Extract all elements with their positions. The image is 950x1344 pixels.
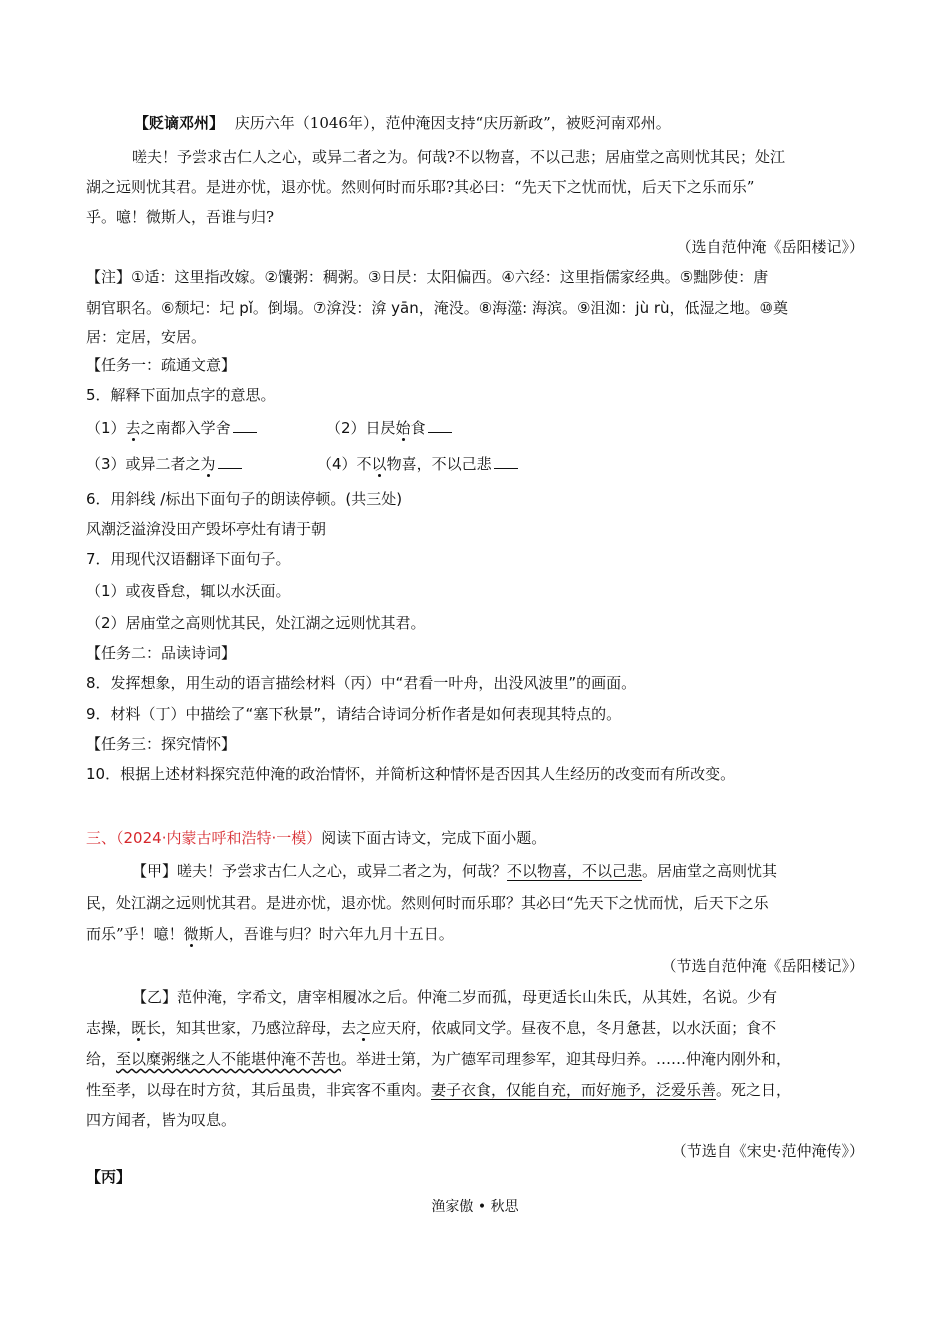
heading-label: 【贬谪邓州】 <box>134 114 225 132</box>
passage-a-heading <box>134 112 671 134</box>
yi-line-5: 四方闻者，皆为叹息。 <box>86 1111 237 1129</box>
yi-line-2 <box>86 1017 776 1039</box>
jia-line-2: 民，处江湖之远则忧其君。是进亦忧，退亦忧。然则何时而乐耶？其必曰“先天下之忧而忧，后天下之乐 <box>86 894 769 912</box>
yi-l3-text: 给， <box>86 1050 117 1068</box>
q5-4-prefix: （4）不 <box>317 455 372 473</box>
question-5-1 <box>86 417 257 439</box>
question-7: 7．用现代汉语翻译下面句子。 <box>86 550 291 568</box>
question-7-1: （1）或夜昏怠，辄以水沃面。 <box>86 582 291 600</box>
notes-line-3: 居：定居，安居。 <box>86 328 207 346</box>
jia-l1-tail: 。居庙堂之高则忧其 <box>642 862 778 880</box>
question-5-4 <box>317 453 518 475</box>
passage-a-para-line-1: 嗟夫！予尝求古仁人之心，或异二者之为。何哉?不以物喜，不以己悲；居庙堂之高则忧其民；处江 <box>132 148 786 166</box>
yi-l4-text: 性至孝，以母在时方贫，其后虽贵，非宾客不重肉。 <box>86 1081 432 1099</box>
section3-number: 三、 <box>86 829 117 847</box>
yi-l4-underlined: 妻子衣食，仅能自充，而好施予，泛爱乐善 <box>431 1081 717 1099</box>
notes-line-1: 【注】①适：这里指改嫁。②馕粥：稠粥。③日昃：太阳偏西。④六经：这里指儒家经典。⑤黜陟使：唐 <box>86 268 769 286</box>
task3-title: 【任务三：探究情怀】 <box>86 735 237 753</box>
poem-title: 渔家傲 • 秋思 <box>431 1199 519 1215</box>
notes-line-2: 朝官职名。⑥颓圮：圮 pǐ。倒塌。⑦渰没：渰 yān，淹没。⑧海澨: 海滨。⑨沮洳：jù rù，低湿之地。⑩奠 <box>86 299 788 317</box>
yi-l2-mid: 长，知其世家，乃感泣辞母，去 <box>146 1019 357 1037</box>
section3-source-tag: （2024·内蒙古呼和浩特·一模） <box>116 829 322 847</box>
passage-a-para-line-2: 湖之远则忧其君。是进亦忧，退亦忧。然则何时而乐耶?其必曰：“先天下之忧而忧，后天下之乐而乐” <box>86 178 755 196</box>
section3-instruction: 阅读下面古诗文，完成下面小题。 <box>321 829 547 847</box>
yi-line-1: 【乙】范仲淹，字希文，唐宰相履冰之后。仲淹二岁而孤，母更适长山朱氏，从其姓，名说。少有 <box>132 988 778 1006</box>
q5-1-answer-blank[interactable] <box>233 418 257 433</box>
jia-l1-text: 【甲】嗟夫！予尝求古仁人之心，或异二者之为，何哉？ <box>132 862 508 880</box>
question-5: 5．解释下面加点字的意思。 <box>86 386 276 404</box>
question-6: 6．用斜线 /标出下面句子的朗读停顿。(共三处) <box>86 490 403 508</box>
q5-4-answer-blank[interactable] <box>494 454 518 469</box>
yi-l2-tail: 应天府，依戚同文学。昼夜不息，冬月惫甚，以水沃面；食不 <box>371 1019 777 1037</box>
heading-text: 庆历六年（1046年），范仲淹因支持“庆历新政”，被贬河南邓州。 <box>234 114 671 132</box>
q5-3-dotted-char: 为 <box>200 455 216 473</box>
passage-a-para-line-3: 乎。噫！微斯人，吾谁与归? <box>86 208 275 226</box>
jia-line-1 <box>132 860 777 882</box>
yi-l3-wavy-underlined: 至以糜粥继之人不能堪仲淹不苦也 <box>116 1050 342 1068</box>
question-5-3 <box>86 453 242 475</box>
task2-title: 【任务二：品读诗词】 <box>86 644 237 662</box>
jia-l1-underlined: 不以物喜，不以己悲 <box>507 862 643 880</box>
q5-1-text: 之南都入学舍 <box>140 419 231 437</box>
q5-3-answer-blank[interactable] <box>218 454 242 469</box>
yi-l4-tail: 。死之日， <box>716 1081 792 1099</box>
yi-l2-dotted-char-2: 之 <box>356 1019 372 1037</box>
yi-line-4 <box>86 1079 791 1101</box>
yi-l2-dotted-char-1: 既 <box>131 1019 147 1037</box>
yi-line-3 <box>86 1048 791 1070</box>
question-8: 8．发挥想象，用生动的语言描绘材料（丙）中“君看一叶舟，出没风波里”的画面。 <box>86 674 637 692</box>
bing-label: 【丙】 <box>86 1168 132 1186</box>
passage-a-source: （选自范仲淹《岳阳楼记》） <box>676 238 864 256</box>
question-10: 10．根据上述材料探究范仲淹的政治情怀，并简析这种情怀是否因其人生经历的改变而有所改变。 <box>86 765 736 783</box>
question-5-2 <box>326 417 452 439</box>
q5-2-answer-blank[interactable] <box>428 418 452 433</box>
yi-l3-tail: 。举进士第，为广德军司理参军，迎其母归养。……仲淹内刚外和， <box>341 1050 792 1068</box>
q5-4-text: 物喜，不以己悲 <box>386 455 492 473</box>
q5-2-prefix: （2）日昃 <box>326 419 396 437</box>
jia-line-3 <box>86 923 454 945</box>
question-6-sentence: 风潮泛溢渰没田产毁坏亭灶有请于朝 <box>86 520 327 538</box>
jia-l3-tail: 斯人，吾谁与归？时六年九月十五日。 <box>198 925 454 943</box>
jia-l3-text: 而乐”乎！噫！ <box>86 925 184 943</box>
q5-2-dotted-char: 始 <box>395 419 411 437</box>
q5-3-prefix: （3）或异二者之 <box>86 455 201 473</box>
question-9: 9．材料（丁）中描绘了“塞下秋景”，请结合诗词分析作者是如何表现其特点的。 <box>86 705 622 723</box>
yi-l2-text: 志操， <box>86 1019 132 1037</box>
yi-source: （节选自《宋史·范仲淹传》） <box>671 1142 864 1160</box>
jia-source: （节选自范仲淹《岳阳楼记》） <box>661 957 864 975</box>
jia-l3-dotted-char: 微 <box>183 925 199 943</box>
section3-header <box>86 827 546 849</box>
q5-2-text: 食 <box>410 419 426 437</box>
q5-1-prefix: （1） <box>86 419 126 437</box>
q5-1-dotted-char: 去 <box>125 419 141 437</box>
q5-4-dotted-char: 以 <box>371 455 387 473</box>
question-7-2: （2）居庙堂之高则忧其民，处江湖之远则忧其君。 <box>86 614 426 632</box>
task1-title: 【任务一：疏通文意】 <box>86 356 237 374</box>
